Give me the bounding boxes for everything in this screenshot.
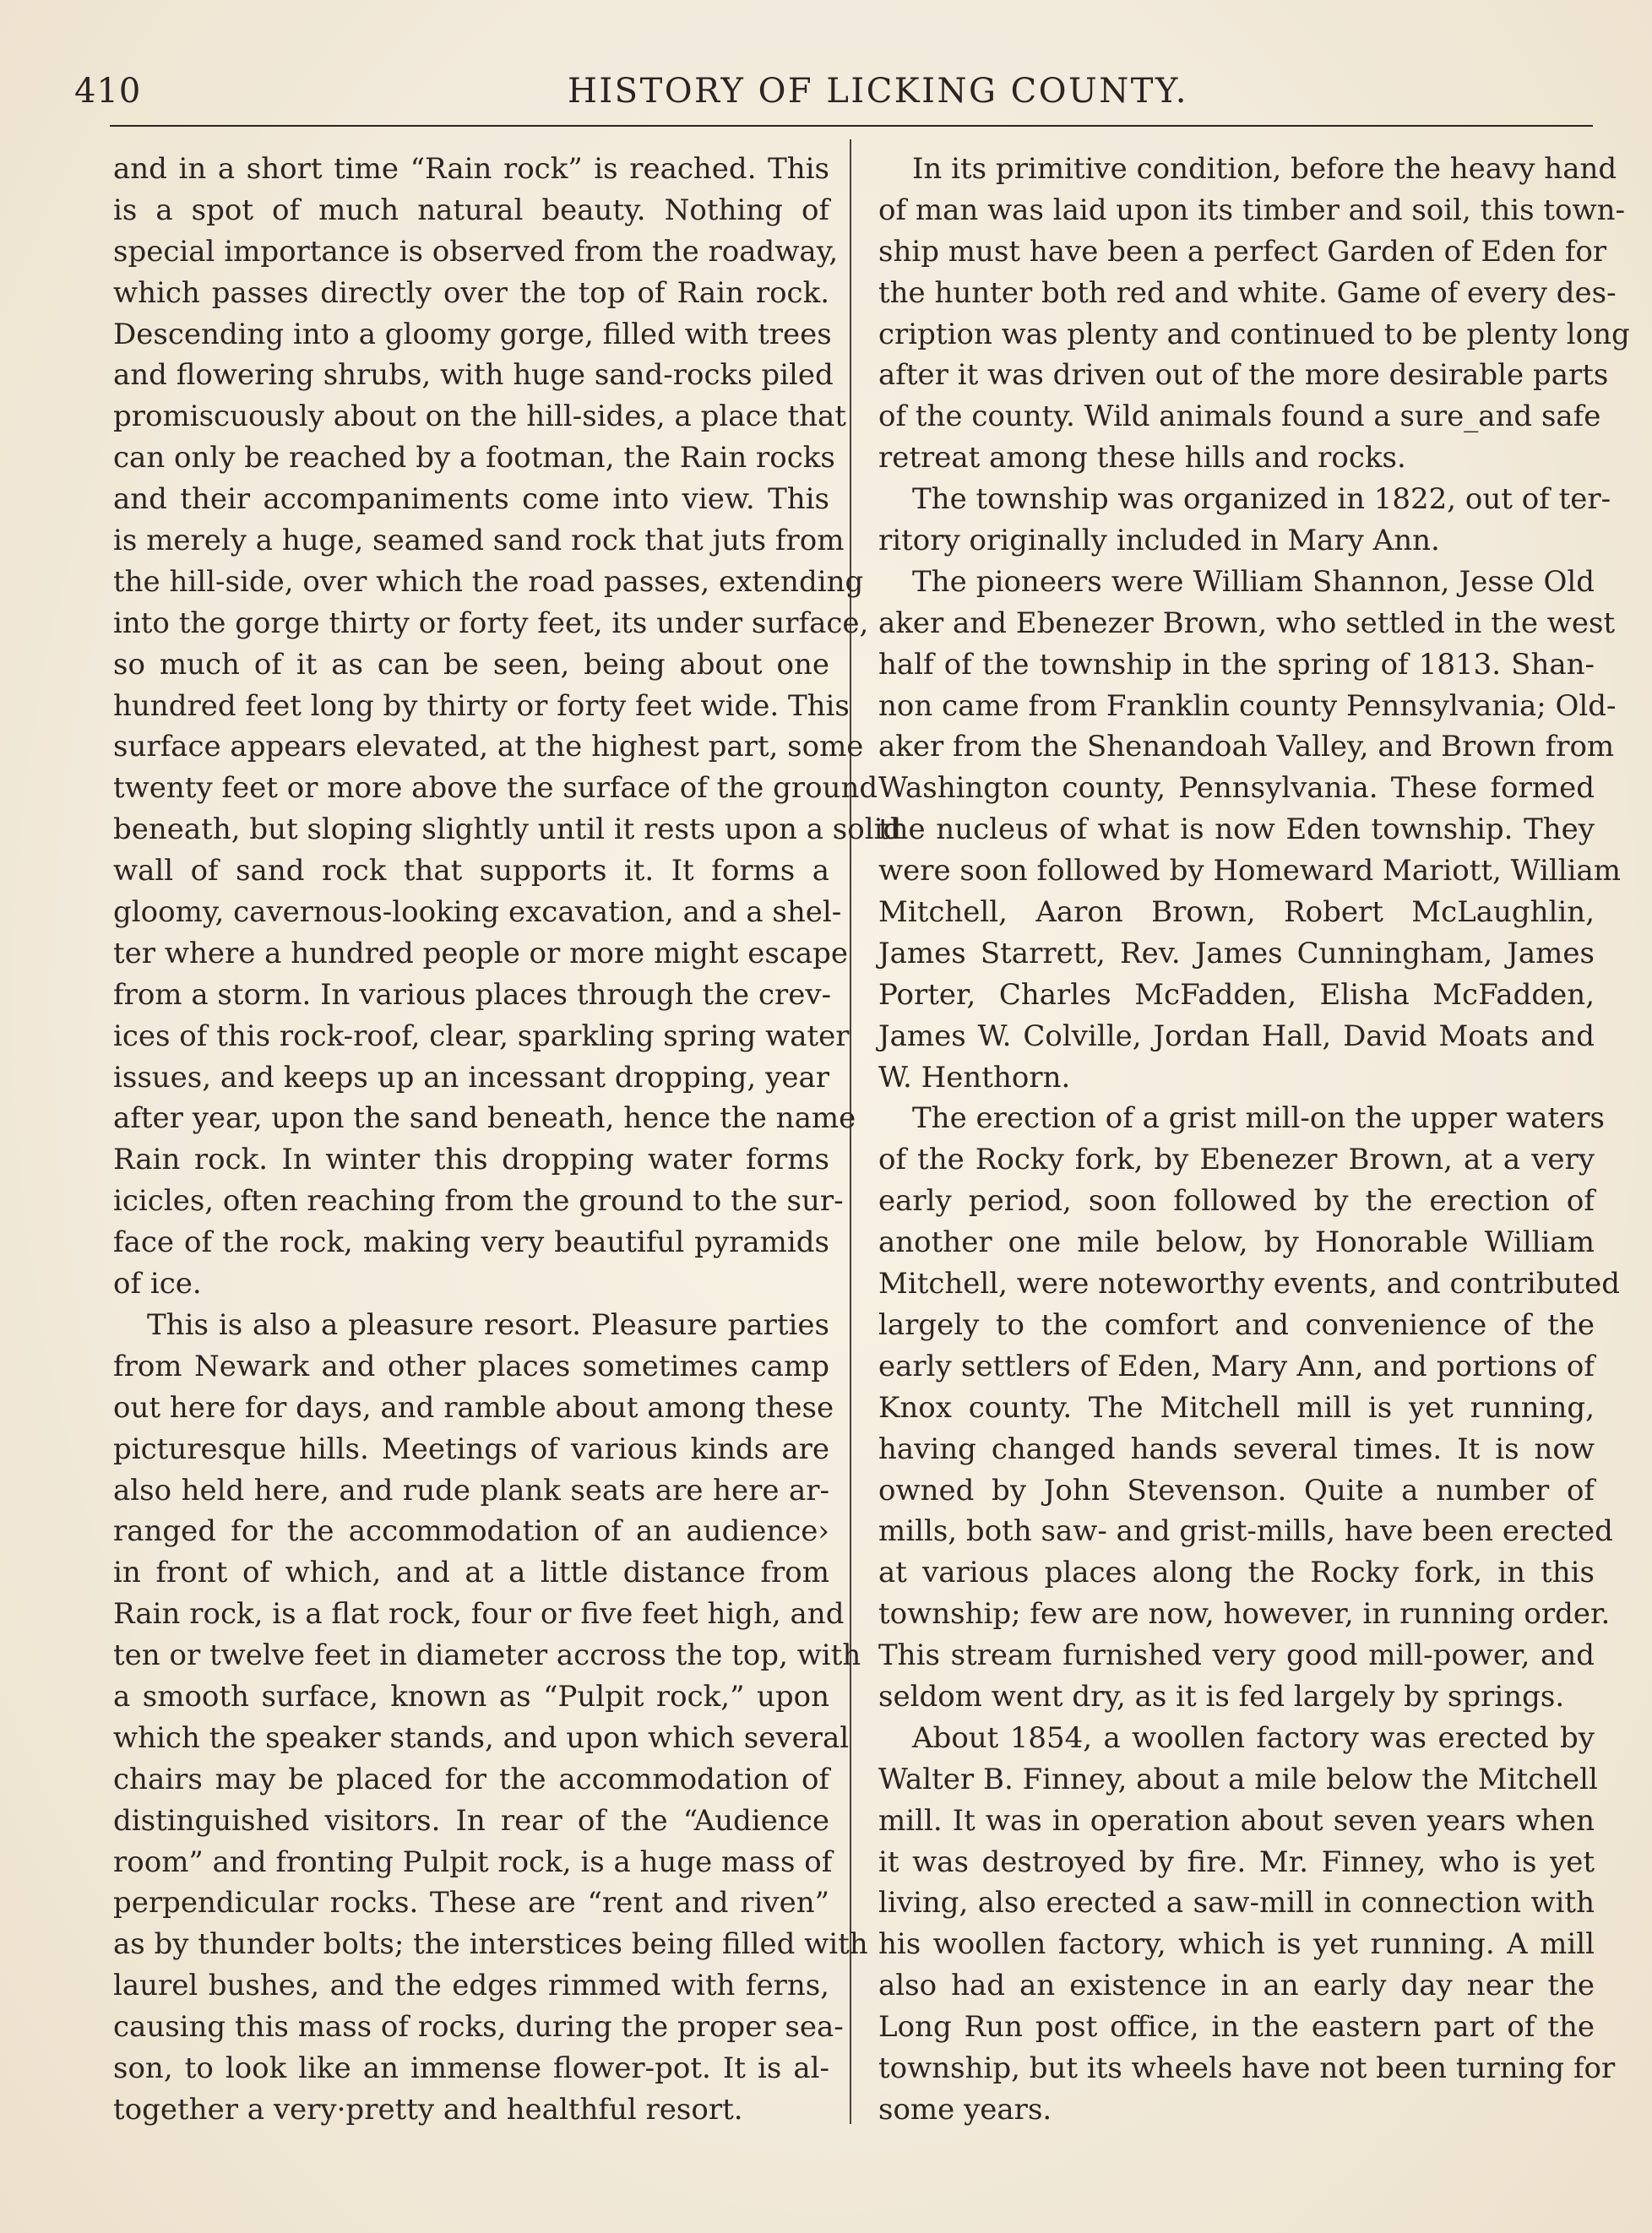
text-line: cription was plenty and continued to be plenty long bbox=[878, 317, 1630, 351]
text-line: ices of this rock-roof, clear, sparkling spring water bbox=[113, 1019, 850, 1053]
text-line: About 1854, a woollen factory was erected by bbox=[912, 1720, 1595, 1755]
text-line: The erection of a grist mill-on the upper waters bbox=[912, 1101, 1605, 1136]
text-line: beneath, but sloping slightly until it rests upon a solid bbox=[113, 812, 902, 847]
text-line: non came from Franklin county Pennsylvania; Old- bbox=[878, 688, 1617, 723]
text-line: Mitchell, Aaron Brown, Robert McLaughlin, bbox=[878, 895, 1595, 930]
text-line: ritory originally included in Mary Ann. bbox=[878, 524, 1440, 558]
text-line: of the county. Wild animals found a sure_and safe bbox=[878, 399, 1601, 434]
text-line: picturesque hills. Meetings of various kinds are bbox=[113, 1432, 829, 1466]
text-line: which the speaker stands, and upon which several bbox=[113, 1720, 850, 1755]
text-line: into the gorge thirty or forty feet, its under surface, bbox=[113, 606, 869, 640]
text-line: aker and Ebenezer Brown, who settled in the west bbox=[878, 606, 1616, 640]
text-line: after year, upon the sand beneath, hence the name bbox=[113, 1101, 856, 1136]
text-line: early period, soon followed by the erection of bbox=[878, 1184, 1595, 1219]
text-line: This stream furnished very good mill-power, and bbox=[878, 1638, 1595, 1673]
text-line: township, but its wheels have not been turning for bbox=[878, 2051, 1616, 2085]
text-line: special importance is observed from the roadway, bbox=[113, 234, 839, 269]
text-line: and flowering shrubs, with huge sand-rocks piled bbox=[113, 358, 834, 393]
text-line: face of the rock, making very beautiful pyramids bbox=[113, 1225, 829, 1260]
text-line: early settlers of Eden, Mary Ann, and portions of bbox=[878, 1349, 1595, 1383]
text-line: In its primitive condition, before the heavy hand bbox=[912, 152, 1617, 186]
text-line: can only be reached by a footman, the Rain rocks bbox=[113, 441, 835, 475]
text-line: largely to the comfort and convenience of the bbox=[878, 1307, 1595, 1342]
text-line: laurel bushes, and the edges rimmed with ferns, bbox=[113, 1969, 829, 2003]
text-line: retreat among these hills and rocks. bbox=[878, 441, 1406, 475]
text-line: living, also erected a saw-mill in connection with bbox=[878, 1886, 1595, 1921]
text-line: having changed hands several times. It is now bbox=[878, 1432, 1595, 1466]
text-line: were soon followed by Homeward Mariott, William bbox=[878, 854, 1622, 888]
text-line: after it was driven out of the more desirable parts bbox=[878, 358, 1609, 393]
text-line: of ice. bbox=[113, 1267, 202, 1301]
text-line: ter where a hundred people or more might escape bbox=[113, 936, 848, 970]
text-line: from a storm. In various places through the crev- bbox=[113, 977, 832, 1012]
text-line: Porter, Charles McFadden, Elisha McFadden, bbox=[878, 977, 1595, 1012]
text-line: Walter B. Finney, about a mile below the Mitchell bbox=[878, 1762, 1598, 1796]
text-line: James W. Colville, Jordan Hall, David Moats and bbox=[878, 1019, 1595, 1053]
text-line: ship must have been a perfect Garden of Eden for bbox=[878, 234, 1607, 269]
text-line: son, to look like an immense flower-pot. It is al- bbox=[113, 2051, 829, 2085]
text-line: the hunter both red and white. Game of every des- bbox=[878, 275, 1617, 310]
text-line: issues, and keeps up an incessant dropping, year bbox=[113, 1060, 829, 1095]
text-line: some years. bbox=[878, 2092, 1052, 2127]
page-header bbox=[74, 69, 1595, 120]
text-line: seldom went dry, as it is fed largely by springs. bbox=[878, 1679, 1565, 1714]
text-line: half of the township in the spring of 1813. Shan- bbox=[878, 647, 1595, 682]
text-line: as by thunder bolts; the interstices being filled with bbox=[113, 1927, 868, 1962]
text-line: owned by John Stevenson. Quite a number of bbox=[878, 1473, 1595, 1508]
text-line: the nucleus of what is now Eden township. They bbox=[878, 812, 1595, 847]
text-line: icicles, often reaching from the ground to the sur- bbox=[113, 1184, 844, 1219]
text-line: which passes directly over the top of Rain rock. bbox=[113, 275, 829, 310]
page-number: 410 bbox=[74, 72, 142, 111]
header-rule bbox=[110, 125, 1593, 127]
text-line: wall of sand rock that supports it. It forms a bbox=[113, 854, 829, 888]
text-line: another one mile below, by Honorable William bbox=[878, 1225, 1595, 1260]
text-line: chairs may be placed for the accommodation of bbox=[113, 1762, 829, 1796]
running-head: HISTORY OF LICKING COUNTY. bbox=[568, 72, 1188, 111]
text-line: James Starrett, Rev. James Cunningham, James bbox=[878, 936, 1595, 970]
text-line: twenty feet or more above the surface of the ground bbox=[113, 771, 878, 806]
text-line: aker from the Shenandoah Valley, and Brown from bbox=[878, 730, 1615, 764]
text-line: mill. It was in operation about seven years when bbox=[878, 1803, 1595, 1838]
text-line: township; few are now, however, in running order. bbox=[878, 1597, 1611, 1632]
text-line: out here for days, and ramble about among these bbox=[113, 1390, 834, 1425]
text-line: it was destroyed by fire. Mr. Finney, who is yet bbox=[878, 1845, 1595, 1879]
text-line: causing this mass of rocks, during the proper sea- bbox=[113, 2010, 844, 2045]
text-line: room” and fronting Pulpit rock, is a huge mass of bbox=[113, 1845, 833, 1879]
text-line: Mitchell, were noteworthy events, and contributed bbox=[878, 1267, 1620, 1301]
text-line: surface appears elevated, at the highest part, some bbox=[113, 730, 864, 764]
text-line: from Newark and other places sometimes camp bbox=[113, 1349, 829, 1383]
text-line: at various places along the Rocky fork, in this bbox=[878, 1556, 1595, 1590]
text-line: perpendicular rocks. These are “rent and riven” bbox=[113, 1886, 829, 1921]
text-line: of man was laid upon its timber and soil, this town- bbox=[878, 193, 1625, 227]
text-line: in front of which, and at a little distance from bbox=[113, 1556, 829, 1590]
text-line: Descending into a gloomy gorge, filled with trees bbox=[113, 317, 832, 351]
text-line: together a very·pretty and healthful resort. bbox=[113, 2092, 743, 2127]
text-line: also held here, and rude plank seats are here ar- bbox=[113, 1473, 829, 1508]
text-line: Long Run post office, in the eastern part of the bbox=[878, 2010, 1595, 2045]
text-line: and their accompaniments come into view. This bbox=[113, 482, 829, 517]
text-line: gloomy, cavernous-looking excavation, and a shel- bbox=[113, 895, 842, 930]
text-line: promiscuously about on the hill-sides, a place that bbox=[113, 399, 846, 434]
text-line: This is also a pleasure resort. Pleasure parties bbox=[147, 1307, 829, 1342]
text-line: distinguished visitors. In rear of the “Audience bbox=[113, 1803, 829, 1838]
text-line: The township was organized in 1822, out of ter- bbox=[912, 482, 1611, 517]
text-line: Rain rock. In winter this dropping water forms bbox=[113, 1143, 829, 1177]
text-line: Rain rock, is a flat rock, four or five feet high, and bbox=[113, 1597, 845, 1632]
text-line: is merely a huge, seamed sand rock that juts from bbox=[113, 524, 845, 558]
text-line: The pioneers were William Shannon, Jesse Old bbox=[912, 564, 1595, 599]
text-line: the hill-side, over which the road passes, extending bbox=[113, 564, 864, 599]
text-line: hundred feet long by thirty or forty feet wide. This bbox=[113, 688, 850, 723]
text-line: mills, both saw- and grist-mills, have been erected bbox=[878, 1514, 1613, 1549]
text-line: ranged for the accommodation of an audience› bbox=[113, 1514, 829, 1549]
text-line: of the Rocky fork, by Ebenezer Brown, at a very bbox=[878, 1143, 1595, 1177]
text-line: is a spot of much natural beauty. Nothing of bbox=[113, 193, 829, 227]
text-line: so much of it as can be seen, being about one bbox=[113, 647, 829, 682]
text-line: ten or twelve feet in diameter accross the top, with bbox=[113, 1638, 861, 1673]
left-column bbox=[113, 149, 902, 2131]
text-line: also had an existence in an early day near the bbox=[878, 1969, 1595, 2003]
right-column bbox=[878, 149, 1630, 2131]
text-line: Washington county, Pennsylvania. These formed bbox=[878, 771, 1595, 806]
text-line: W. Henthorn. bbox=[878, 1060, 1071, 1095]
text-line: a smooth surface, known as “Pulpit rock,” upon bbox=[113, 1679, 829, 1714]
text-line: Knox county. The Mitchell mill is yet running, bbox=[878, 1390, 1595, 1425]
text-line: his woollen factory, which is yet running. A mill bbox=[878, 1927, 1595, 1962]
text-line: and in a short time “Rain rock” is reached. This bbox=[113, 152, 829, 186]
